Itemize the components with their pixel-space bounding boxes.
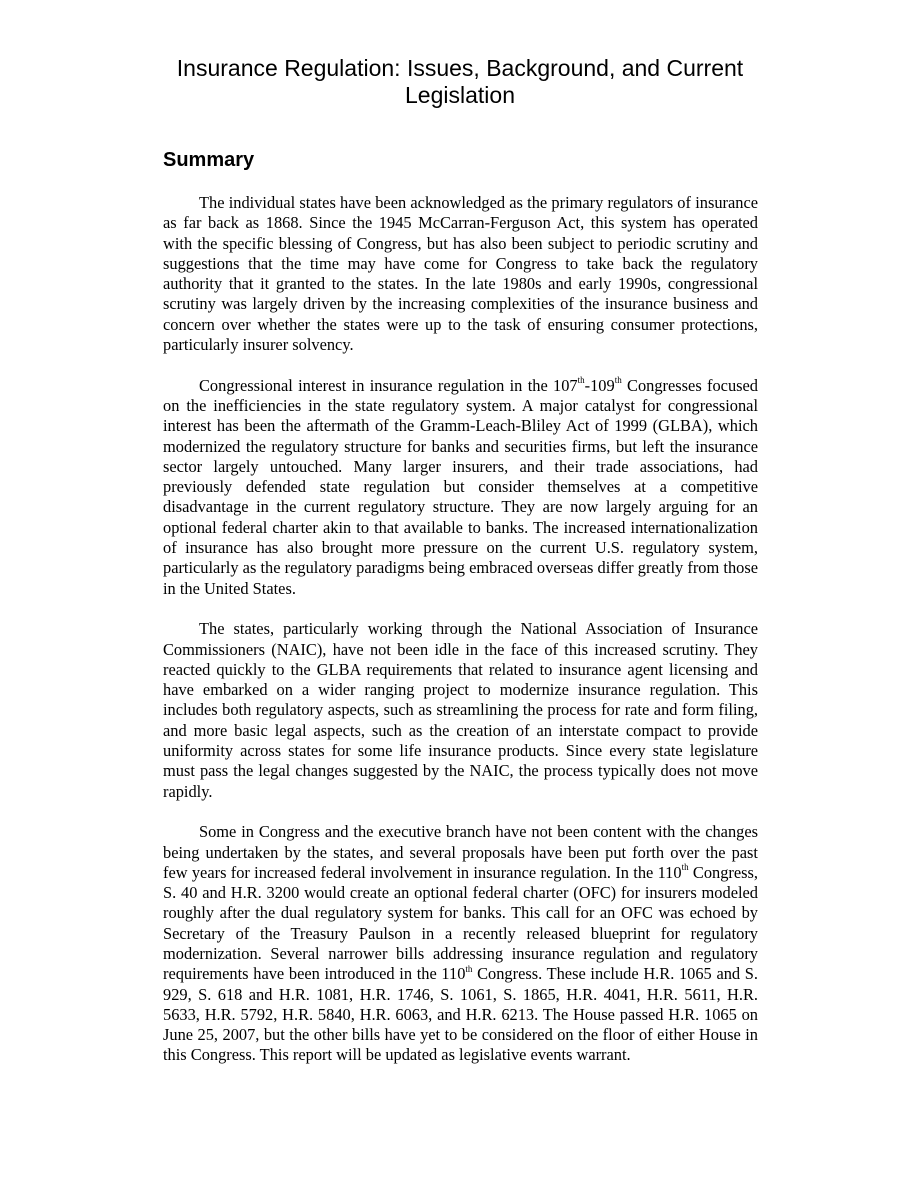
document-title: [140, 55, 780, 109]
summary-paragraph-1: The individual states have been acknowledged as the primary regulators of insurance as far back as 1868. Since the 1945 McCarran-Ferguson Act, this system has operated with the specific blessing of Congress, but has also been subject to periodic scrutiny and suggestions that the time may have come for Congress to take back the regulatory authority that it granted to the states. In the late 1980s and early 1990s, congressional scrutiny was largely driven by the increasing complexities of the insurance business and concern over whether the states were up to the task of ensuring consumer protections, particularly insurer solvency.: [163, 193, 758, 355]
paragraph-2-superscript-2: th: [614, 375, 622, 386]
paragraph-2-superscript-1: th: [577, 375, 585, 386]
summary-paragraph-2: [163, 376, 758, 599]
paragraph-4-superscript-2: th: [465, 963, 473, 974]
paragraph-4-text-c: Congress. These include H.R. 1065 and S. 929, S. 618 and H.R. 1081, H.R. 1746, S. 1061, S. 1865, H.R. 4041, H.R. 5611, H.R. 5633, H.R. 5792, H.R. 5840, H.R. 6063, and H.R. 6213. The House passed H.R. 1065 on June 25, 2007, but the other bills have yet to be considered on the floor of either House in this Congress. This report will be updated as legislative events warrant.: [163, 964, 759, 1065]
document-title-line-2: Legislation: [405, 82, 515, 108]
paragraph-4-text-b: Congress, S. 40 and H.R. 3200 would create an optional federal charter (OFC) for insurers modeled roughly after the dual regulatory system for banks. This call for an OFC was echoed by Secretary of the Treasury Paulson in a recently released blueprint for regulatory modernization. Several narrower bills addressing insurance regulation and regulatory requirements have been introduced in the 110: [163, 862, 758, 984]
summary-paragraph-3: The states, particularly working through the National Association of Insurance Commissioners (NAIC), have not been idle in the face of this increased scrutiny. They reacted quickly to the GLBA requirements that related to insurance agent licensing and have embarked on a wider ranging project to modernize insurance regulation. This includes both regulatory aspects, such as streamlining the process for rate and form filing, and more basic legal aspects, such as the creation of an interstate compact to provide uniformity across states for some life insurance products. Since every state legislature must pass the legal changes suggested by the NAIC, the process typically does not move rapidly.: [163, 619, 758, 801]
document-title-line-1: Insurance Regulation: Issues, Background, and Current: [176, 55, 744, 81]
section-heading-summary: Summary: [163, 149, 255, 171]
summary-paragraph-4: [163, 822, 758, 1066]
paragraph-2-text-c: Congresses focused on the inefficiencies in the state regulatory system. A major catalyst for congressional interest has been the aftermath of the Gramm-Leach-Bliley Act of 1999 (GLBA), which modernized the regulatory structure for banks and securities firms, but left the insurance sector largely untouched. Many larger insurers, and their trade associations, had previously defended state regulation but consider themselves at a competitive disadvantage in the current regulatory structure. They are now largely arguing for an optional federal charter akin to that available to banks. The increased internationalization of insurance has also brought more pressure on the current U.S. regulatory system, particularly as the regulatory paradigms being embraced overseas differ greatly from those in the United States.: [163, 375, 758, 598]
paragraph-2-text-b: -109: [584, 375, 615, 395]
paragraph-2-text-a: Congressional interest in insurance regulation in the 107: [199, 375, 578, 395]
summary-body: [163, 193, 758, 1066]
paragraph-4-text-a: Some in Congress and the executive branch have not been content with the changes being undertaken by the states, and several proposals have been put forth over the past few years for increased federal involvement in insurance regulation. In the 110: [163, 822, 758, 882]
paragraph-4-superscript-1: th: [681, 862, 689, 873]
